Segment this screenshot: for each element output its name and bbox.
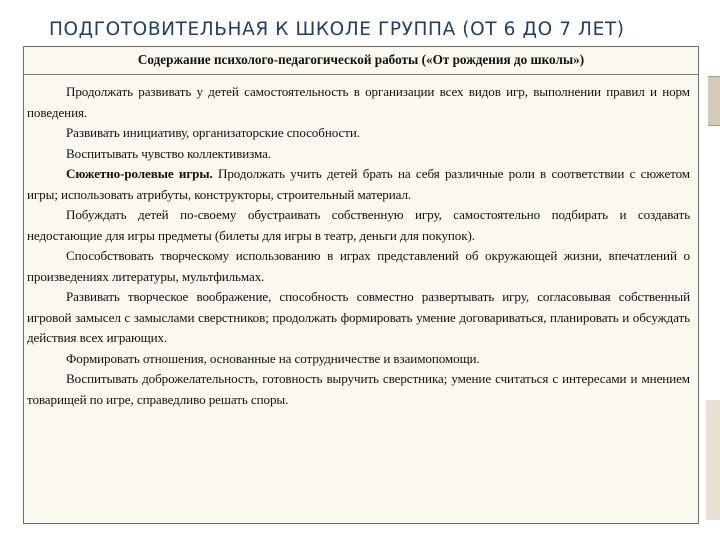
paragraph [27,123,690,144]
paragraph-text: Формировать отношения, основанные на сотрудничестве и взаимопомощи. [66,350,480,366]
paragraph [27,369,690,410]
paragraph-text: Воспитывать чувство коллективизма. [66,145,272,161]
paragraph-text: Развивать инициативу, организаторские способности. [66,125,360,140]
paragraph [27,246,690,287]
paragraph-text: Побуждать детей по-своему обустраивать собственную игру, самостоятельно подбирать и создавать недостающие для игры предметы (билеты для игры в театр, деньги для покупок). [27,207,690,243]
paragraph-lead: Сюжетно-ролевые игры. [66,166,213,181]
decorative-tab-top [708,76,720,126]
paragraph-text: Воспитывать доброжелательность, готовность выручить сверстника; умение считаться с интересами и мнением товарищей по игре, справедливо решать споры. [27,371,690,407]
paragraph [27,205,690,246]
decorative-strip-bottom [706,400,720,520]
paragraph [27,349,690,370]
content-table [23,46,699,524]
paragraph-text: Развивать творческое воображение, способность совместно развертывать игру, согласовывая собственный игровой замысел с замыслами сверстников; продолжать формировать умение договариваться, планировать и обсуждать действия всех играющих. [27,289,690,345]
table-body [24,75,698,410]
paragraph [27,144,690,165]
paragraph-text: Продолжать учить детей брать на себя различные роли в соответствии с сюжетом игры; использовать атрибуты, конструкторы, строительный материал. [27,166,690,202]
table-header: Содержание психолого-педагогической работы («От рождения до школы») [24,47,698,75]
paragraph-text: Способствовать творческому использованию в играх представлений об окружающей жизни, впечатлений о произведениях литературы, мультфильмах. [27,248,690,284]
paragraph [27,164,690,205]
slide-title: ПОДГОТОВИТЕЛЬНАЯ К ШКОЛЕ ГРУППА (ОТ 6 ДО 7 ЛЕТ) [49,19,625,40]
paragraph [27,82,690,123]
paragraph-text: Продолжать развивать у детей самостоятельность в организации всех видов игр, выполнении правил и норм поведения. [27,84,690,120]
paragraph [27,287,690,349]
